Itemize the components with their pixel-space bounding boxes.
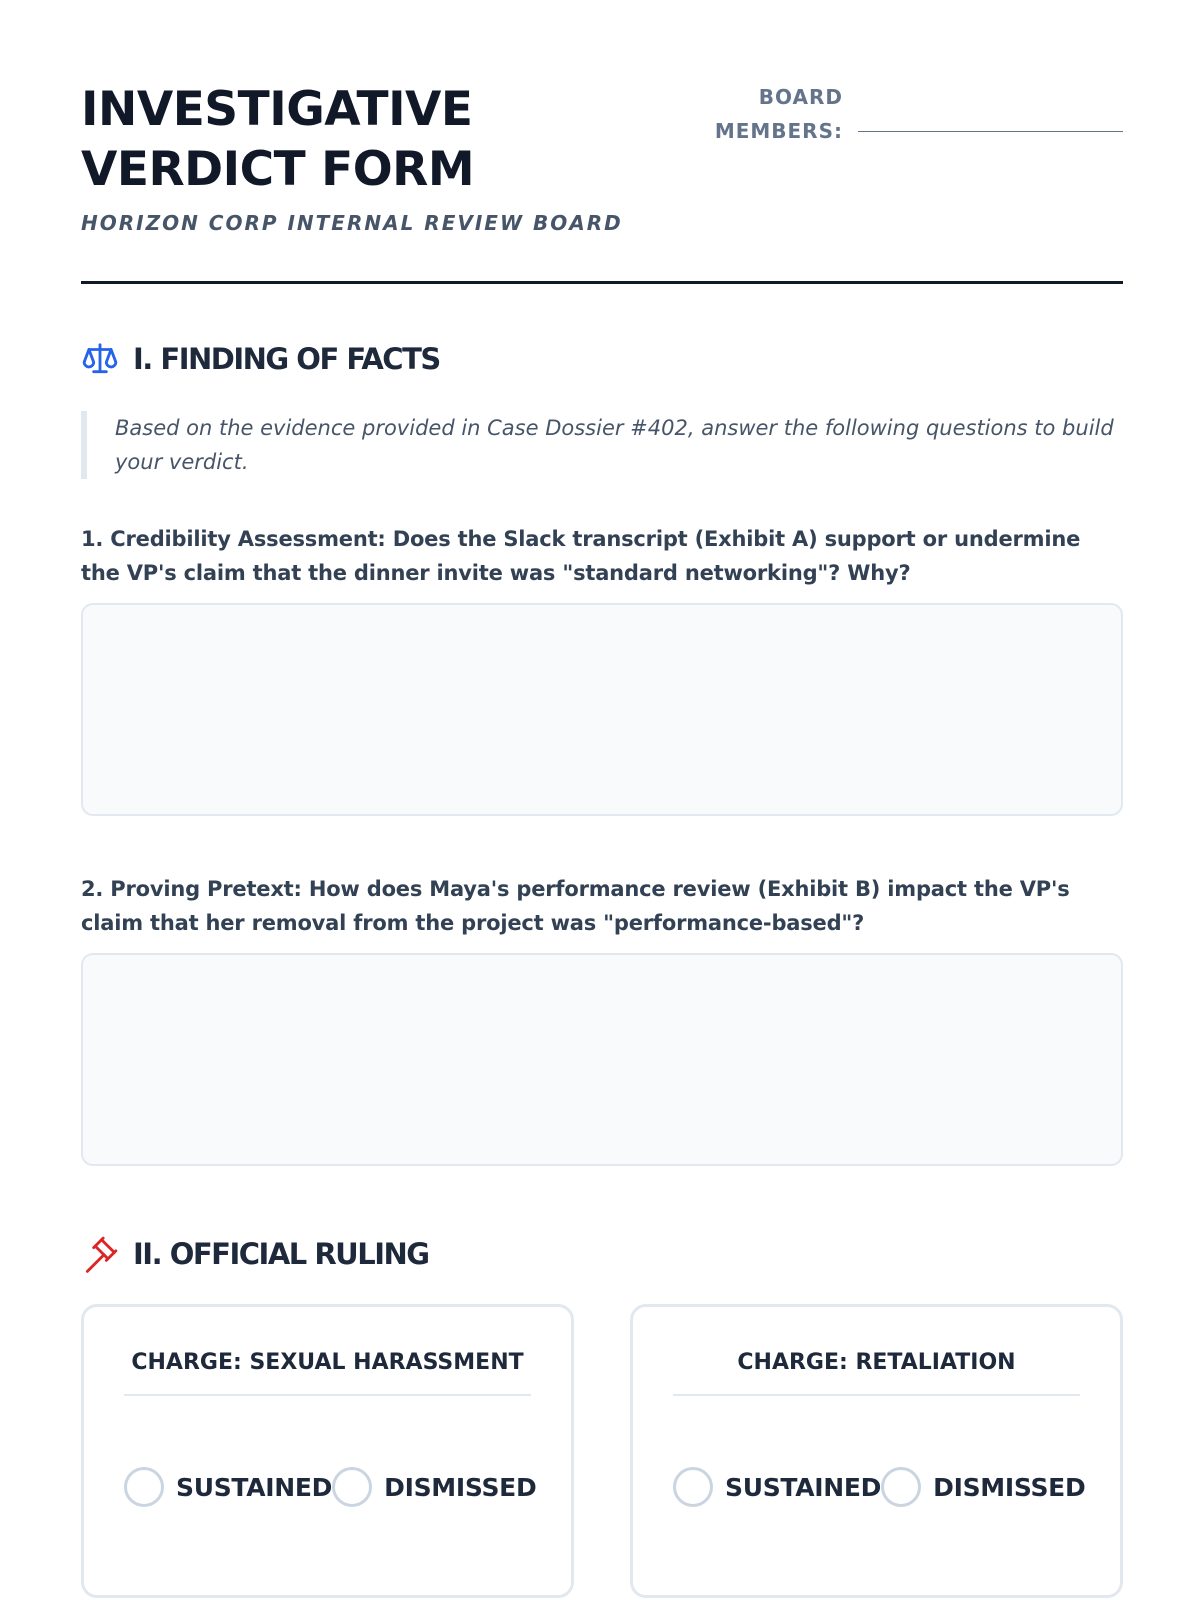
option-dismissed[interactable] xyxy=(881,1467,1085,1507)
option-sustained[interactable] xyxy=(673,1467,881,1507)
option-label: DISMISSED xyxy=(384,1472,537,1502)
form-title xyxy=(81,80,474,200)
form-header xyxy=(81,80,1123,284)
sustained-radio[interactable] xyxy=(124,1467,164,1507)
title-line-1: INVESTIGATIVE xyxy=(81,82,473,137)
charge-title: CHARGE: SEXUAL HARASSMENT xyxy=(124,1347,531,1396)
title-line-2: VERDICT FORM xyxy=(81,142,475,197)
question-2: 2. Proving Pretext: How does Maya's performance review (Exhibit B) impact the VP's claim that her removal from the project was "performance-based"? xyxy=(81,877,1070,935)
section-title: I. FINDING OF FACTS xyxy=(133,342,440,376)
board-label-line-2: MEMBERS: xyxy=(714,119,843,143)
option-label: SUSTAINED xyxy=(176,1472,333,1502)
gavel-icon xyxy=(81,1235,119,1273)
board-members-label xyxy=(693,80,843,148)
form-subtitle: HORIZON CORP INTERNAL REVIEW BOARD xyxy=(81,211,623,235)
ruling-options xyxy=(673,1467,1085,1507)
section-official-ruling-heading xyxy=(81,1235,429,1273)
answer-1-textarea[interactable] xyxy=(81,603,1123,816)
option-label: DISMISSED xyxy=(933,1472,1086,1502)
answer-2-textarea[interactable] xyxy=(81,953,1123,1166)
option-dismissed[interactable] xyxy=(332,1467,536,1507)
board-members-field xyxy=(693,80,1123,148)
dismissed-radio[interactable] xyxy=(332,1467,372,1507)
charge-title: CHARGE: RETALIATION xyxy=(673,1347,1080,1396)
sustained-radio[interactable] xyxy=(673,1467,713,1507)
charge-card-retaliation xyxy=(630,1304,1123,1598)
ruling-options xyxy=(124,1467,536,1507)
section-intro: Based on the evidence provided in Case Dossier #402, answer the following questions to build your verdict. xyxy=(81,411,1123,479)
dismissed-radio[interactable] xyxy=(881,1467,921,1507)
section-title: II. OFFICIAL RULING xyxy=(133,1237,429,1271)
question-1: 1. Credibility Assessment: Does the Slack transcript (Exhibit A) support or undermine the VP's claim that the dinner invite was "standard networking"? Why? xyxy=(81,527,1081,585)
option-sustained[interactable] xyxy=(124,1467,332,1507)
option-label: SUSTAINED xyxy=(725,1472,882,1502)
board-label-line-1: BOARD xyxy=(758,85,843,109)
section-finding-of-facts-heading xyxy=(81,340,440,378)
charge-card-sexual-harassment xyxy=(81,1304,574,1598)
board-members-input-line[interactable] xyxy=(858,131,1123,132)
scales-icon xyxy=(81,340,119,378)
